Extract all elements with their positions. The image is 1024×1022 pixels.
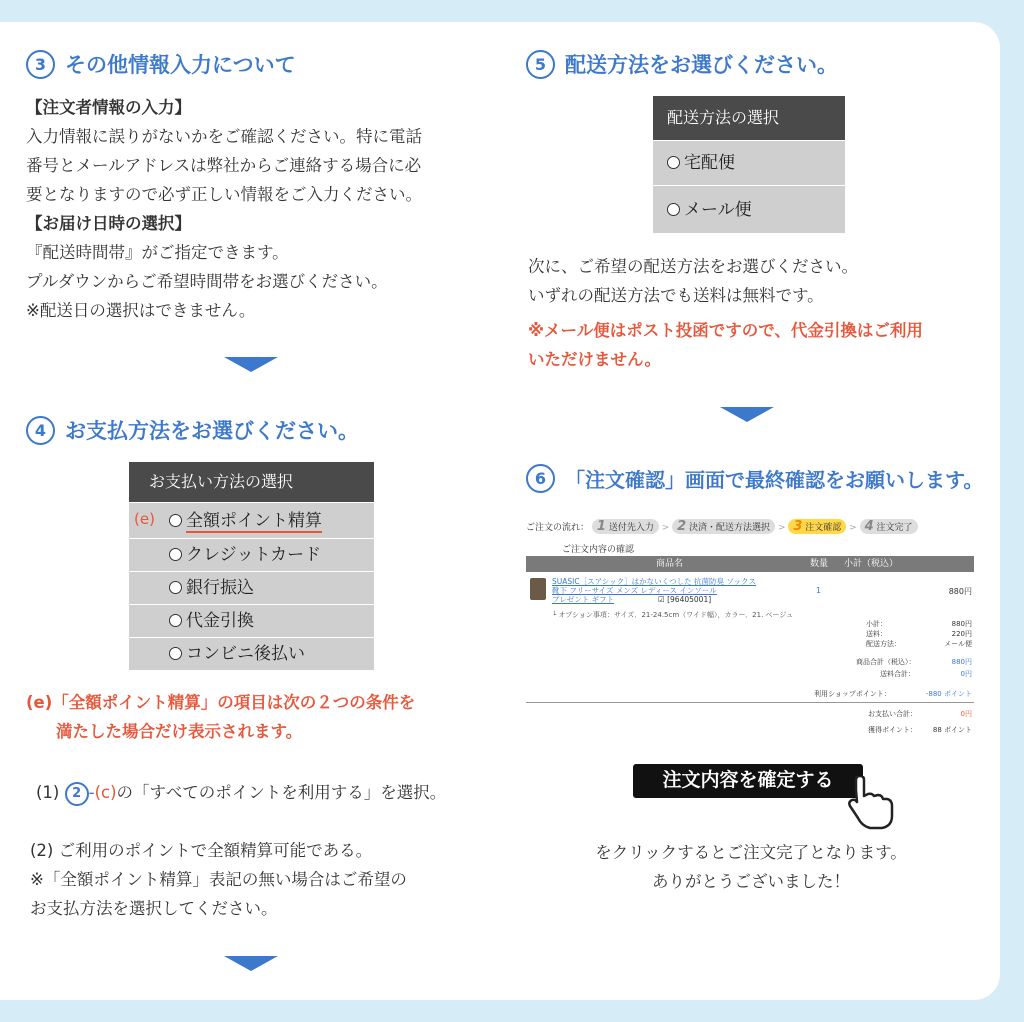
product-qty: 1 <box>816 586 822 595</box>
summary-row: 送料： 220円 <box>866 630 972 638</box>
section5-warning-line: いただけません。 <box>528 350 661 369</box>
points-used-row: 利用ショップポイント： -880 ポイント <box>814 690 972 698</box>
payment-option-cod[interactable] <box>129 604 374 637</box>
final-totals <box>826 706 972 738</box>
confirm-label: ご注文内容の確認 <box>562 545 635 555</box>
section3-line: 『配送時間帯』がご指定できます。 <box>26 243 289 262</box>
section4-note-line: 満たした場合だけ表示されます。 <box>56 722 303 741</box>
section4-note <box>26 688 496 746</box>
shipping-total-row: 送料合計： 0円 <box>880 670 972 678</box>
product-name-line[interactable]: 靴下 フリーサイズ メンズ レディース インソール <box>552 586 717 595</box>
section3-line: プルダウンからご希望時間帯をお選びください。 <box>26 272 388 291</box>
condition-2 <box>30 836 500 923</box>
product-price: 880円 <box>948 587 972 596</box>
section3-body <box>26 93 496 325</box>
flow-step-current: 3 注文確認 <box>788 519 846 534</box>
product-code: ☑ [96405001] <box>658 595 712 604</box>
down-arrow-icon <box>720 407 774 422</box>
section3-line: 要となりますので必ず正しい情報をご入力ください。 <box>26 185 422 204</box>
section5-title: 配送方法をお選びください。 <box>565 53 838 77</box>
section4-number: 4 <box>26 416 55 445</box>
down-arrow-icon <box>224 956 278 971</box>
product-option: └ オプション事項：サイズ．21-24.5cm（ワイド幅），カラー．21. ベージュ <box>552 611 794 619</box>
summary-row: 小計： 880円 <box>866 620 972 628</box>
order-confirm-screenshot <box>526 516 976 736</box>
col-qty: 数量 <box>810 559 829 569</box>
option-marker-e: (e) <box>134 510 155 528</box>
order-summary <box>866 619 972 649</box>
table-header <box>526 556 974 572</box>
payment-option-bank-transfer[interactable] <box>129 571 374 604</box>
flow-step: 4 注文完了 <box>860 519 918 534</box>
goods-total-row: 商品合計（税込）： 880円 <box>856 658 972 666</box>
section4-title: お支払方法をお選びください。 <box>65 419 359 443</box>
payment-option-credit-card[interactable] <box>129 538 374 571</box>
order-flow: ご注文の流れ： 1 送付先入力 > 2 決済・配送方法選択 > 3 注文確認 > 4 注文完了 <box>526 519 918 534</box>
flow-step: 1 送付先入力 <box>592 519 659 534</box>
shipping-option-label: 宅配便 <box>684 153 735 173</box>
radio-icon[interactable] <box>169 581 182 594</box>
down-arrow-icon <box>224 357 278 372</box>
section3-heading <box>26 49 296 79</box>
payment-option-label: 全額ポイント精算 <box>186 511 322 531</box>
payment-option-label: コンビニ後払い <box>186 644 305 664</box>
shipping-option-takuhaibin[interactable] <box>653 140 845 185</box>
order-flow-label: ご注文の流れ： <box>526 523 590 533</box>
payment-option-label: 代金引換 <box>186 611 254 631</box>
shipping-option-mail[interactable] <box>653 185 845 233</box>
outro-line: をクリックするとご注文完了となります。 <box>595 843 907 862</box>
condition-1 <box>36 778 506 807</box>
product-name-line[interactable]: SUASIC［スアシック］はかないくつした 抗菌防臭 ソックス <box>552 577 756 586</box>
radio-icon[interactable] <box>667 156 680 169</box>
section5-heading <box>526 49 838 79</box>
section5-number: 5 <box>526 50 555 79</box>
summary-divider <box>526 702 974 703</box>
section5-body <box>528 252 998 310</box>
section3-number: 3 <box>26 50 55 79</box>
step-2-ref-number: 2 <box>65 782 89 806</box>
pay-total-row: お支払い合計： 0円 <box>868 710 972 718</box>
payment-option-label: 銀行振込 <box>186 578 254 598</box>
outro-line: ありがとうございました！ <box>652 872 850 891</box>
hand-pointer-icon <box>848 776 898 830</box>
condition-1-prefix: (1) <box>36 783 60 802</box>
section5-warning <box>528 316 998 374</box>
section4-note-line: (e)「全額ポイント精算」の項目は次の２つの条件を <box>26 693 416 712</box>
section6-title: 「注文確認」画面で最終確認をお願いします。 <box>565 468 984 492</box>
section5-warning-line: ※メール便はポスト投函ですので、代金引換はご利用 <box>528 321 923 340</box>
section3-line: 番号とメールアドレスは弊社からご連絡する場合に必 <box>26 156 422 175</box>
condition-1-dash: - <box>88 783 95 802</box>
col-product: 商品名 <box>656 559 684 569</box>
product-thumbnail[interactable] <box>530 578 546 600</box>
product-link[interactable] <box>552 577 756 604</box>
radio-icon[interactable] <box>169 514 182 527</box>
section3-sub2: 【お届け日時の選択】 <box>26 214 191 233</box>
condition-1-text: の「すべてのポイントを利用する」を選択。 <box>116 783 447 802</box>
payment-option-convenience-store[interactable] <box>129 637 374 670</box>
section3-sub1: 【注文者情報の入力】 <box>26 98 191 117</box>
earned-points-row: 獲得ポイント： 88 ポイント <box>868 726 972 734</box>
section6-outro <box>526 838 976 896</box>
section3-line: 入力情報に誤りがないかをご確認ください。特に電話 <box>26 127 422 146</box>
flow-step: 2 決済・配送方法選択 <box>672 519 775 534</box>
condition-2-note: お支払方法を選択してください。 <box>30 899 278 918</box>
section3-title: その他情報入力について <box>65 53 296 77</box>
payment-option-full-points[interactable] <box>129 502 374 538</box>
product-name-line[interactable]: プレゼント ギフト <box>552 595 615 604</box>
totals <box>814 656 972 700</box>
condition-2-note: ※「全額ポイント精算」表記の無い場合はご希望の <box>30 870 407 889</box>
section4-heading <box>26 415 359 445</box>
shipping-option-label: メール便 <box>684 200 752 220</box>
section3-line: ※配送日の選択はできません。 <box>26 301 256 320</box>
section6-number: 6 <box>526 464 555 493</box>
radio-icon[interactable] <box>667 203 680 216</box>
shipping-method-box <box>653 96 845 233</box>
payment-box-title: お支払い方法の選択 <box>129 462 374 502</box>
summary-row: 配送方法： メール便 <box>866 640 972 648</box>
radio-icon[interactable] <box>169 647 182 660</box>
section6-heading <box>526 464 983 493</box>
section5-line: いずれの配送方法でも送料は無料です。 <box>528 286 824 305</box>
col-subtotal: 小計（税込） <box>844 559 899 569</box>
payment-option-label: クレジットカード <box>186 545 322 565</box>
condition-2-text: (2) ご利用のポイントで全額精算可能である。 <box>30 841 373 860</box>
payment-method-box <box>129 462 374 670</box>
radio-icon[interactable] <box>169 548 182 561</box>
shipping-box-title: 配送方法の選択 <box>653 96 845 140</box>
radio-icon[interactable] <box>169 614 182 627</box>
confirm-order-button[interactable]: 注文内容を確定する <box>633 764 863 798</box>
condition-1-c: (c) <box>94 783 117 802</box>
section5-line: 次に、ご希望の配送方法をお選びください。 <box>528 257 858 276</box>
